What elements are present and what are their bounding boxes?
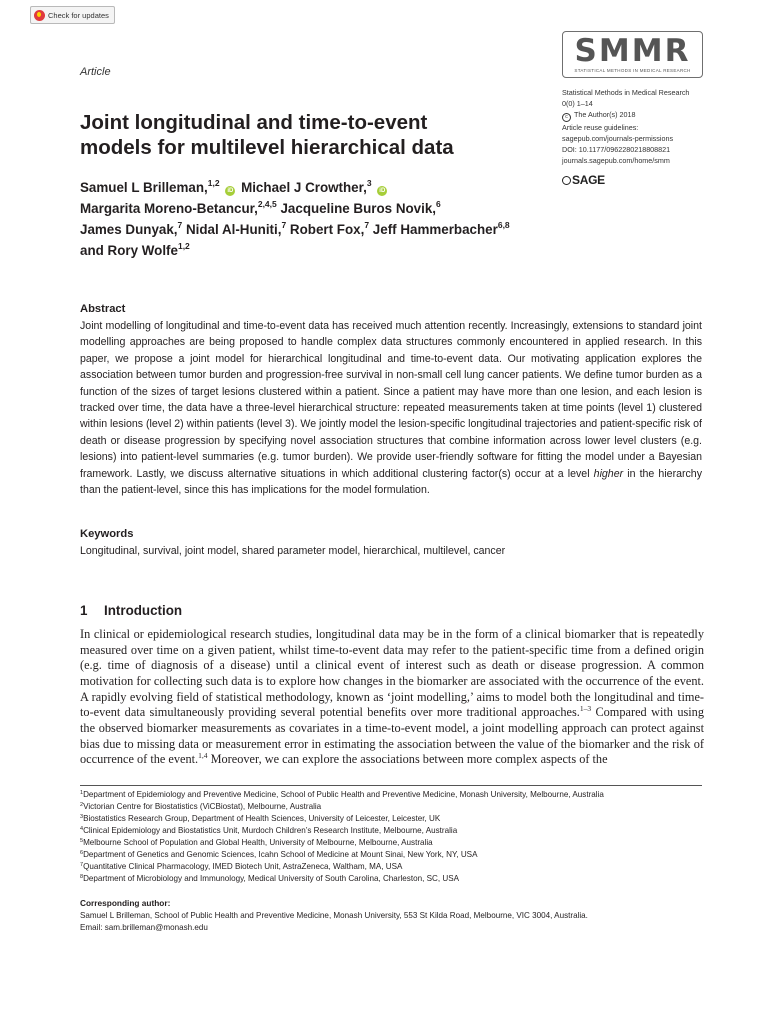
copyright-icon: c — [562, 113, 571, 122]
abstract-emphasis: higher — [593, 467, 624, 480]
author-affiliation: 7 — [177, 220, 183, 230]
author-name[interactable]: Margarita Moreno-Betancur, — [80, 201, 258, 216]
author-line — [80, 198, 700, 219]
author-name[interactable]: and Rory Wolfe — [80, 243, 178, 258]
affiliation-list — [80, 789, 604, 885]
affiliation-text: Clinical Epidemiology and Biostatistics Unit, Murdoch Children’s Research Institute, Melbourne, Australia — [83, 826, 458, 836]
author-affiliation: 3 — [366, 178, 372, 188]
author-affiliation: 1,2 — [207, 178, 220, 188]
affiliation-text: Department of Genetics and Genomic Sciences, Icahn School of Medicine at Mount Sinai, New York, NY, USA — [83, 850, 478, 860]
intro-text: Compared with using the observed biomarker measurements as covariates in a time-to-event model, a joint modelling approach can protect against bias due to missing data or measurement error in estimating the association between the value of the biomarker and the risk of occurrence of the event. — [80, 705, 704, 767]
journal-home-link[interactable]: journals.sagepub.com/home/smm — [562, 156, 670, 165]
author-line — [80, 177, 700, 198]
author-name[interactable]: Michael J Crowther, — [241, 180, 367, 195]
affiliation-number: 7 — [80, 862, 84, 869]
corresponding-email[interactable]: Email: sam.brilleman@monash.edu — [80, 923, 208, 933]
copyright-line — [562, 109, 689, 122]
author-affiliation: 2,4,5 — [257, 199, 277, 209]
orcid-icon[interactable]: iD — [227, 188, 234, 194]
affiliation-number: 2 — [80, 802, 84, 809]
affiliation-item — [80, 813, 604, 825]
copyright-text: The Author(s) 2018 — [574, 110, 636, 119]
author-name[interactable]: Jeff Hammerbacher — [372, 222, 498, 237]
affiliation-number: 3 — [80, 814, 84, 821]
journal-meta — [562, 87, 689, 166]
journal-name: Statistical Methods in Medical Research — [562, 88, 690, 97]
reuse-guidelines: Article reuse guidelines: — [562, 123, 639, 132]
article-type-label: Article — [80, 66, 111, 78]
author-line — [80, 219, 700, 240]
section-number: 1 — [80, 603, 88, 618]
title-line: models for multilevel hierarchical data — [80, 136, 454, 159]
keywords-text: Longitudinal, survival, joint model, shared parameter model, hierarchical, multilevel, cancer — [80, 545, 506, 557]
doi[interactable]: DOI: 10.1177/0962280218808821 — [562, 145, 671, 154]
abstract-part: Joint modelling of longitudinal and time-to-event data has received much attention recently. Increasingly, extensions to standard joint modelling approaches are being proposed to handle complex data structures commonly encountered in applied research. In this paper, we propose a joint model for hierarchical longitudinal and time-to-event data. Our motivating application explores the association between tumor burden and progression-free survival in non-small cell lung cancer patients. We define tumor burden as a function of the sizes of target lesions clustered within a patient. Since a patient may have more than one lesion, and each lesion is tracked over time, the data have a three-level hierarchical structure: repeated measurements taken at time points (level 1) clustered within lesions (level 2) within patients (level 3). We jointly model the lesion-specific longitudinal trajectories and patient-specific risk of death or disease progression by specifying novel association structures that combine information across lower level clusters (e.g. lesions) into patient-level summaries (e.g. tumor burden). We provide user-friendly software for fitting the model under a Bayesian framework. Lastly, we discuss alternative situations in which additional clustering factor(s) occur at a level — [80, 320, 702, 480]
citation[interactable]: 1,4 — [198, 751, 208, 761]
author-affiliation: 6,8 — [497, 220, 510, 230]
title-line: Joint longitudinal and time-to-event — [80, 111, 428, 134]
corresponding-author-details — [80, 910, 588, 934]
check-for-updates-button[interactable] — [30, 6, 115, 24]
citation[interactable]: 1–3 — [579, 704, 592, 714]
author-affiliation: 7 — [281, 220, 287, 230]
affiliation-number: 6 — [80, 850, 84, 857]
affiliation-text: Department of Microbiology and Immunology, Medical University of South Carolina, Charleston, SC, USA — [83, 874, 459, 884]
affiliation-item — [80, 837, 604, 849]
author-list — [80, 177, 700, 261]
crossmark-icon — [34, 10, 45, 21]
affiliation-text: Biostatistics Research Group, Department of Health Sciences, University of Leicester, Leicester, UK — [83, 814, 441, 824]
permissions-link[interactable]: sagepub.com/journals-permissions — [562, 134, 674, 143]
abstract-heading: Abstract — [80, 303, 126, 315]
affiliation-number: 8 — [80, 874, 84, 881]
affiliation-item — [80, 873, 604, 885]
author-affiliation: 6 — [436, 199, 441, 209]
author-name[interactable]: Nidal Al-Huniti, — [185, 222, 282, 237]
author-name[interactable]: Jacqueline Buros Novik, — [280, 201, 437, 216]
footnote-divider — [80, 785, 702, 786]
intro-text: Moreover, we can explore the associations between more complex aspects of the — [207, 752, 608, 767]
journal-logo — [562, 31, 703, 78]
section-title: Introduction — [104, 603, 183, 618]
affiliation-text: Victorian Centre for Biostatistics (ViCBiostat), Melbourne, Australia — [83, 802, 322, 812]
author-name[interactable]: James Dunyak, — [80, 222, 178, 237]
affiliation-number: 4 — [80, 826, 84, 833]
intro-paragraph — [80, 627, 704, 768]
affiliation-text: Department of Epidemiology and Preventive Medicine, School of Public Health and Preventive Medicine, Monash University, Melbourne, Australia — [83, 790, 604, 799]
intro-text: In clinical or epidemiological research studies, longitudinal data may be in the form of a clinical biomarker that is repeatedly measured over time on a given patient, whilst time-to-event data may refer to the patient-specific time from a defined origin (e.g. time of diagnosis of a disease) until a clinical event of interest such as death or disease progression. A common motivation for collecting such data is to explore how changes in the biomarker are associated with the occurrence of the event. A rapidly evolving field of statistical methodology, known as ‘joint modelling,’ aims to model both the longitudinal and time-to-event data simultaneously providing several potential benefits over more traditional approaches. — [80, 627, 704, 720]
journal-volume: 0(0) 1–14 — [562, 99, 593, 108]
affiliation-item — [80, 825, 604, 837]
journal-abbrev: SMMR — [574, 33, 691, 69]
corresponding-address: Samuel L Brilleman, School of Public Health and Preventive Medicine, Monash University, 553 St Kilda Road, Melbourne, VIC 3004, Australia. — [80, 911, 588, 920]
check-for-updates-label: Check for updates — [48, 10, 109, 20]
affiliation-number: 1 — [80, 790, 84, 796]
affiliation-item — [80, 861, 604, 873]
affiliation-text: Melbourne School of Population and Global Health, University of Melbourne, Melbourne, Australia — [83, 838, 433, 848]
author-name[interactable]: Robert Fox, — [289, 222, 365, 237]
journal-full-name: STATISTICAL METHODS IN MEDICAL RESEARCH — [574, 68, 691, 73]
abstract-text — [80, 318, 702, 498]
affiliation-item — [80, 849, 604, 861]
corresponding-author-heading: Corresponding author: — [80, 898, 171, 908]
publisher-name: SAGE — [572, 173, 605, 187]
author-line — [80, 240, 700, 261]
author-affiliation: 7 — [364, 220, 370, 230]
author-affiliation: 1,2 — [177, 241, 190, 251]
affiliation-number: 5 — [80, 838, 84, 845]
author-name[interactable]: Samuel L Brilleman, — [80, 180, 208, 195]
abstract-part: in the hierarchy than the patient-level, since this has implications for the model formulation. — [80, 467, 702, 497]
keywords-heading: Keywords — [80, 528, 134, 540]
affiliation-text: Quantitative Clinical Pharmacology, IMED Biotech Unit, AstraZeneca, Waltham, MA, USA — [83, 862, 403, 872]
paper-title — [80, 110, 540, 160]
orcid-icon[interactable]: iD — [379, 188, 386, 194]
section-heading — [80, 603, 182, 618]
affiliation-item — [80, 789, 604, 801]
affiliation-item — [80, 801, 604, 813]
